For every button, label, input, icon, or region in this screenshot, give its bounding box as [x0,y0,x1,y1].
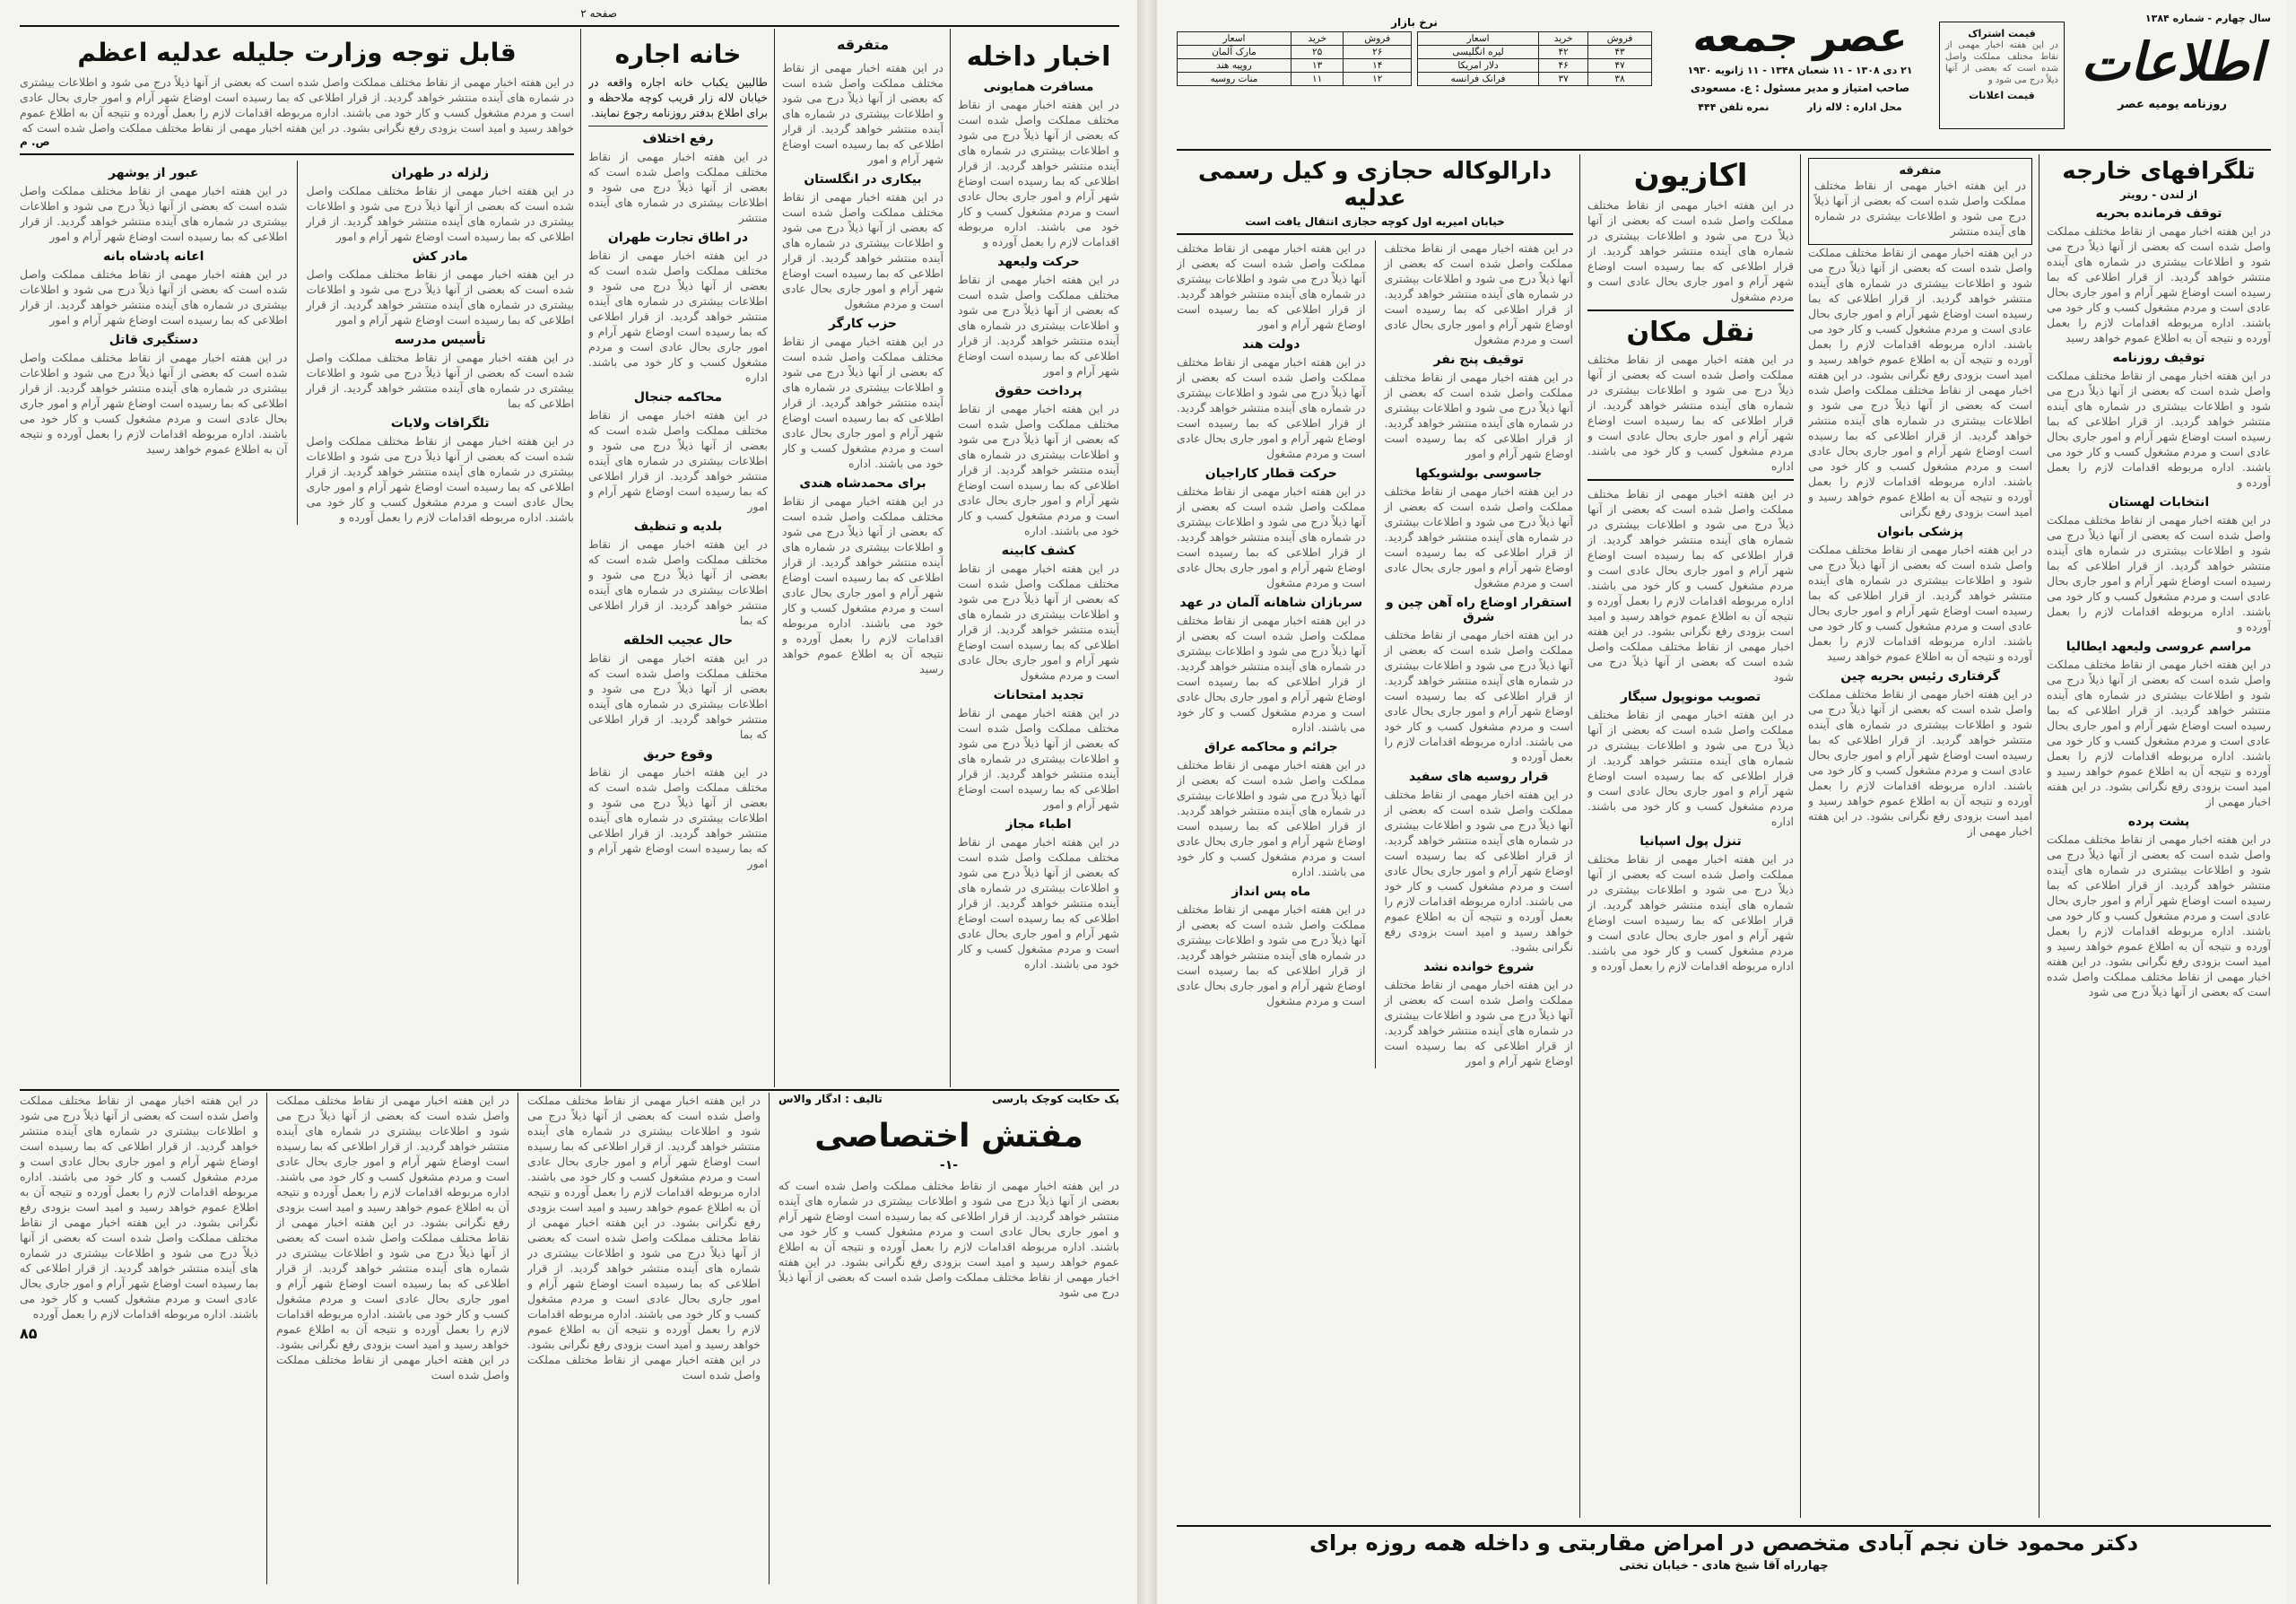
market-cell: ۱۲ [1344,73,1412,86]
market-col-header: اسعار [1418,32,1539,46]
sub-heading: جرائم و محاکمه عراق [1204,740,1338,754]
article-text: در این هفته اخبار مهمی از نقاط مختلف مملکت واصل شده است که بعضی از آنها ذیلاً درج می شود و اطلاعات بیشتری در شماره های آینده منتشر خواهد گردید. از قرار اطلاعی که بما رسیده است اوضاع شهر آرام و امور جاری بحال عادی است و مردم مشغول کسب و کار خود می باشند. اداره [958,835,1119,971]
sub-heading: قرار روسیه های سفید [1408,770,1549,784]
sub-heading: بیکاری در انگلستان [804,172,922,187]
article-text: در این هفته اخبار مهمی از نقاط مختلف مملکت واصل شده است که بعضی از آنها ذیلاً درج می شود و اطلاعات بیشتری در شماره های آینده منتشر خواهد گردید. از قرار اطلاعی که بما رسیده است اوضاع شهر آرام و امور جاری بحال عادی است و مردم مشغول کسب و کار خود می باشند. اداره مربوطه اقدامات لازم را بعمل آورده و نتیجه آن به اطلاع عموم خواهد رسید و امید است بزودی رفع نگرانی بشود. در این هفته اخبار مهمی از نقاط مختلف مملکت واصل شده است که بعضی از آنها ذیلاً درج می شود [2047,833,2271,998]
sub-heading: سربازان شاهانه آلمان در عهد [1179,596,1363,610]
market-cell: ۲۶ [1344,46,1412,59]
city-news-columns [20,161,574,525]
sub-heading: محاکمه جنجال [633,390,723,405]
article-text: در این هفته اخبار مهمی از نقاط مختلف مملکت واصل شده است که بعضی از آنها ذیلاً درج می شود و اطلاعات بیشتری در شماره های آینده منتشر خواهد گردید. از قرار اطلاعی که بما رسیده است اوضاع شهر آرام و امور [20,267,288,327]
city-news-col-b [20,161,288,525]
market-cell: ۱۴ [1344,59,1412,73]
article-text: در این هفته اخبار مهمی از نقاط مختلف مملکت واصل شده است که بعضی از آنها ذیلاً درج می شود و اطلاعات بیشتری در شماره های آینده منتشر خواهد گردید. از قرار اطلاعی که بما رسیده است اوضاع شهر آرام و امور جاری بحال عادی است و مردم مشغول کسب و کار خود می باشند. اداره مربوطه اقدامات لازم را بعمل آورده و نتیجه آن به اطلاع عموم خواهد رسید [20,351,288,456]
sub-heading: ماه پس انداز [1231,885,1311,899]
sub-heading: توقیف پنج نفر [1433,353,1524,367]
article-text: در این هفته اخبار مهمی از نقاط مختلف مملکت واصل شده است که بعضی از آنها ذیلاً درج می شود و اطلاعات بیشتری در شماره های آینده منتشر خواهد گردید. از قرار اطلاعی که بما رسیده است اوضاع شهر آرام و امور جاری بحال عادی است و مردم مشغول [1587,198,1794,303]
market-cell: ۴۲ [1539,46,1588,59]
article-text: در این هفته اخبار مهمی از نقاط مختلف مملکت واصل شده است که بعضی از آنها ذیلاً درج می شود و اطلاعات بیشتری در شماره های آینده منتشر خواهد گردید. از قرار اطلاعی که بما رسیده است اوضاع شهر آرام و امور جاری بحال عادی است و مردم مشغول [1384,484,1573,589]
article-text: در این هفته اخبار مهمی از نقاط مختلف مملکت واصل شده است که بعضی از آنها ذیلاً درج می شود و اطلاعات بیشتری در شماره های آینده منتشر خواهد گردید. از قرار اطلاعی که بما رسیده است اوضاع شهر آرام و امور جاری بحال عادی است و مردم مشغول [1384,241,1573,346]
sub-heading: حال عجیب الخلقه [623,633,733,648]
article-text: در این هفته اخبار مهمی از نقاط مختلف مملکت واصل شده است که بعضی از آنها ذیلاً درج می شود و اطلاعات بیشتری در شماره های آینده منتشر خواهد گردید. از قرار اطلاعی که بما رسیده است اوضاع شهر آرام و امور جاری بحال عادی است و مردم مشغول کسب و کار خود می باشند. اداره [1177,614,1366,734]
market-cell: ۴۶ [1539,59,1588,73]
sub-heading: توقیف روزنامه [2112,351,2205,365]
sub-heading: حرکت قطار کاراجیان [1205,466,1337,481]
serial-col-2 [527,1093,761,1584]
article-text: در این هفته اخبار مهمی از نقاط مختلف مملکت واصل شده است که بعضی از آنها ذیلاً درج می شود و اطلاعات بیشتری در شماره های آینده منتشر خواهد گردید. از قرار اطلاعی که بما [306,351,574,410]
column-misc-right [1808,154,2032,1518]
foreign-title: تلگرافهای خارجه [2062,158,2256,185]
market-row [1418,73,1652,86]
article-text: در این هفته اخبار مهمی از نقاط مختلف مملکت واصل شده است که بعضی از آنها ذیلاً درج می شود و اطلاعات بیشتری در شماره های آینده منتشر خواهد گردید. از قرار اطلاعی که بما رسیده است اوضاع شهر آرام و امور جاری بحال عادی است و مردم مشغول کسب و کار خود می باشند. اداره مربوطه اقدامات لازم را بعمل آورده و نتیجه آن به اطلاع عموم خواهد رسید [1808,543,2032,663]
article-text: در این هفته اخبار مهمی از نقاط مختلف مملکت واصل شده است که بعضی از آنها ذیلاً درج می شود و اطلاعات بیشتری در شماره های آینده منتشر خواهد گردید. از قرار اطلاعی که بما رسیده است اوضاع شهر آرام و امور [1177,241,1366,331]
right-body [1177,154,2271,1518]
article-text: در این هفته اخبار مهمی از نقاط مختلف مملکت واصل شده است که بعضی از آنها ذیلاً درج می شود و اطلاعات بیشتری در شماره های آینده منتشر خواهد گردید. از قرار اطلاعی که بما رسیده است اوضاع شهر آرام و امور جاری بحال عادی است و مردم مشغول کسب و کار خود می باشند. اداره [958,402,1119,537]
column-misc [782,29,944,1087]
left-top-area [20,29,1119,1087]
market-cell: ۴۷ [1588,59,1652,73]
serial-col-3 [276,1093,509,1584]
market-col-header: فروش [1588,32,1652,46]
bottom-banner [1177,1530,2271,1584]
serial-section [20,1093,1119,1584]
market-cell: ۳۷ [1539,73,1588,86]
market-col-header: اسعار [1178,32,1292,46]
article-text: در این هفته اخبار مهمی از نقاط مختلف مملکت واصل شده است که بعضی از آنها ذیلاً درج می شود و اطلاعات بیشتری در شماره های آینده منتشر خواهد گردید. از قرار اطلاعی که بما رسیده است اوضاع شهر آرام و امور جاری بحال عادی است و مردم مشغول [1177,902,1366,1007]
serial-text: در این هفته اخبار مهمی از نقاط مختلف مملکت واصل شده است که بعضی از آنها ذیلاً درج می شود و اطلاعات بیشتری در شماره های آینده منتشر خواهد گردید. از قرار اطلاعی که بما رسیده است اوضاع شهر آرام و امور جاری بحال عادی است و مردم مشغول کسب و کار خود می باشند. اداره مربوطه اقدامات لازم را بعمل آورده و نتیجه آن به اطلاع عموم خواهد رسید و امید است بزودی رفع نگرانی بشود. در این هفته اخبار مهمی از نقاط مختلف مملکت واصل شده است که بعضی از آنها ذیلاً درج می شود و اطلاعات بیشتری در شماره های آینده منتشر خواهد گردید. از قرار اطلاعی که بما رسیده است اوضاع شهر آرام و امور جاری بحال عادی است و مردم مشغول کسب و کار خود می باشند. اداره مربوطه اقدامات لازم را بعمل آورده و نتیجه آن به اطلاع عموم خواهد رسید و امید است بزودی رفع نگرانی بشود. در این هفته اخبار مهمی از نقاط مختلف مملکت واصل شده است [527,1094,761,1382]
article-text: در این هفته اخبار مهمی از نقاط مختلف مملکت واصل شده است که بعضی از آنها ذیلاً درج می شود و اطلاعات بیشتری در شماره های آینده منتشر خواهد گردید. از قرار اطلاعی که بما رسیده است اوضاع شهر آرام و امور [306,184,574,243]
sub-heading: رفع اختلاف [642,132,714,146]
article-text: در این هفته اخبار مهمی از نقاط مختلف مملکت واصل شده است که بعضی از آنها ذیلاً درج می شود و اطلاعات بیشتری در شماره های آینده منتشر خواهد گردید. از قرار اطلاعی که بما [588,537,768,627]
column-lawyer [1177,154,1573,1518]
lawyer-sub: خیابان امیریه اول کوچه حجازی انتقال یافت است [1245,215,1505,228]
mast-contact-row [1679,101,1921,113]
market-cell: دلار امریکا [1418,59,1539,73]
misc-box-title: متفرقه [1899,164,1942,178]
sub-heading: مراسم عروسی ولیعهد ایطالیا [2066,640,2252,654]
article-text: در این هفته اخبار مهمی از نقاط مختلف مملکت واصل شده است که بعضی از آنها ذیلاً درج می شود و اطلاعات بیشتری در شماره های آینده منتشر خواهد گردید. از قرار اطلاعی که بما رسیده است اوضاع شهر آرام و امور جاری بحال عادی است و مردم مشغول کسب و کار خود می باشند. اداره مربوطه اقدامات لازم را بعمل آورده و نتیجه آن به اطلاع عموم خواهد رسید [2047,224,2271,344]
column-judiciary [20,29,574,1087]
serial-text: در این هفته اخبار مهمی از نقاط مختلف مملکت واصل شده است که بعضی از آنها ذیلاً درج می شود و اطلاعات بیشتری در شماره های آینده منتشر خواهد گردید. از قرار اطلاعی که بما رسیده است اوضاع شهر آرام و امور جاری بحال عادی است و مردم مشغول کسب و کار خود می باشند. اداره مربوطه اقدامات لازم را بعمل آورده و نتیجه آن به اطلاع عموم خواهد رسید و امید است بزودی رفع نگرانی بشود. در این هفته اخبار مهمی از نقاط مختلف مملکت واصل شده است که بعضی از آنها ذیلاً درج می شود و اطلاعات بیشتری در شماره های آینده منتشر خواهد گردید. از قرار اطلاعی که بما رسیده است اوضاع شهر آرام و امور جاری بحال عادی است و مردم مشغول کسب و کار خود می باشند. اداره مربوطه اقدامات لازم را بعمل آورده [20,1094,258,1321]
foreign-source: از لندن - رویتر [2119,188,2198,201]
market-col-header: خرید [1291,32,1344,46]
market-row [1178,73,1412,86]
lawyer-banner: دارالوکاله حجازی و کیل رسمی عدلیه [1197,158,1552,212]
sub-heading: کشف کابینه [1001,544,1076,558]
market-cell: لیره انگلیسی [1418,46,1539,59]
article-text: در این هفته اخبار مهمی از نقاط مختلف مملکت واصل شده است که بعضی از آنها ذیلاً درج می شود و اطلاعات بیشتری در شماره های آینده منتشر [1814,179,2026,238]
market-cell: ۴۳ [1588,46,1652,59]
left-page-header [20,7,1119,23]
serial-title-column [778,1093,1119,1584]
market-cell: روپیه هند [1178,59,1292,73]
left-page [0,0,1137,1604]
article-text: در این هفته اخبار مهمی از نقاط مختلف مملکت واصل شده است که بعضی از آنها ذیلاً درج می شود و اطلاعات بیشتری در شماره های آینده منتشر خواهد گردید. از قرار اطلاعی که بما [588,651,768,741]
article-text: در این هفته اخبار مهمی از نقاط مختلف مملکت واصل شده است که بعضی از آنها ذیلاً درج می شود و اطلاعات بیشتری در شماره های آینده منتشر خواهد گردید. از قرار اطلاعی که بما رسیده است اوضاع شهر آرام و امور جاری بحال عادی است و مردم مشغول کسب و کار خود می باشند. اداره مربوطه اقدامات لازم را بعمل آورده و [306,434,574,524]
sub-heading: مسافرت همایونی [983,80,1094,94]
sub-heading: برای محمدشاه هندی [799,476,926,491]
market-cell: ۱۱ [1291,73,1344,86]
article-text: در این هفته اخبار مهمی از نقاط مختلف مملکت واصل شده است که بعضی از آنها ذیلاً درج می شود و اطلاعات بیشتری در شماره های آینده منتشر خواهد گردید. از قرار اطلاعی که بما رسیده است اوضاع شهر آرام و امور جاری بحال عادی است و مردم مشغول کسب و کار خود می باشند. اداره مربوطه اقدامات لازم را بعمل آورده و نتیجه آن به اطلاع عموم خواهد رسید و امید است بزودی رفع نگرانی بشود. در این هفته اخبار مهمی از نقاط مختلف مملکت واصل شده است که بعضی از آنها ذیلاً درج می شود و اطلاعات بیشتری در شماره های آینده منتشر خواهد گردید. از قرار اطلاعی که بما رسیده است اوضاع شهر آرام و امور جاری بحال عادی است و مردم مشغول کسب و کار خود می باشند. اداره مربوطه اقدامات لازم را بعمل آورده و نتیجه آن به اطلاع عموم خواهد رسید و امید است بزودی رفع نگرانی [1808,246,2032,519]
sub-heading: تأسیس مدرسه [394,333,486,347]
article-text: در این هفته اخبار مهمی از نقاط مختلف مملکت واصل شده است که بعضی از آنها ذیلاً درج می شود و اطلاعات بیشتری در شماره های آینده منتشر خواهد گردید. از قرار اطلاعی که بما رسیده است اوضاع شهر آرام و امور [306,267,574,327]
article-text: در این هفته اخبار مهمی از نقاط مختلف مملکت واصل شده است که بعضی از آنها ذیلاً درج می شود و اطلاعات بیشتری در شماره های آینده منتشر خواهد گردید. از قرار اطلاعی که بما رسیده است اوضاع شهر آرام و امور جاری بحال عادی است و مردم مشغول کسب و کار خود می باشند. اداره [782,335,944,470]
article-text: در این هفته اخبار مهمی از نقاط مختلف مملکت واصل شده است که بعضی از آنها ذیلاً درج می شود و اطلاعات بیشتری در شماره های آینده منتشر خواهد گردید. از قرار اطلاعی که بما رسیده است اوضاع شهر آرام و امور جاری بحال عادی است و مردم مشغول کسب و کار خود می باشند. اداره مربوطه اقدامات لازم را بعمل آورده و نتیجه آن به اطلاع عموم خواهد رسید و امید است بزودی رفع نگرانی بشود. [1384,788,1573,954]
internal-news-title: اخبار داخله [966,41,1111,73]
market-row [1418,59,1652,73]
lawyer-col-a [1385,240,1574,1068]
column-housing [588,29,768,1087]
sub-heading: اطباء مجاز [1005,817,1072,832]
housing-title: خانه اجاره [614,39,742,69]
market-table [1417,31,1652,86]
article-text: در این هفته اخبار مهمی از نقاط مختلف مملکت واصل شده است که بعضی از آنها ذیلاً درج می شود و اطلاعات بیشتری در شماره های آینده منتشر خواهد گردید. از قرار اطلاعی که بما رسیده است اوضاع شهر آرام و امور جاری بحال عادی است و مردم مشغول [958,562,1119,682]
market-row [1178,59,1412,73]
article-text: در این هفته اخبار مهمی از نقاط مختلف مملکت واصل شده است که بعضی از آنها ذیلاً درج می شود و اطلاعات بیشتری در شماره های آینده منتشر خواهد گردید. از قرار اطلاعی که بما رسیده است اوضاع شهر آرام و امور [782,61,944,166]
sub-heading: گرفتاری رئیس بحریه چین [1840,669,2000,684]
article-text: در این هفته اخبار مهمی از نقاط مختلف مملکت واصل شده است که بعضی از آنها ذیلاً درج می شود و اطلاعات بیشتری در شماره های آینده منتشر خواهد گردید. از قرار اطلاعی که بما رسیده است اوضاع شهر آرام و امور جاری بحال عادی است و مردم مشغول کسب و کار خود می باشند. اداره مربوطه اقدامات لازم را بعمل آورده و [1384,628,1573,763]
article-text: در این هفته اخبار مهمی از نقاط مختلف مملکت واصل شده است که بعضی از آنها ذیلاً درج می شود و اطلاعات بیشتری در شماره های آینده منتشر خواهد گردید. از قرار اطلاعی که بما رسیده است اوضاع شهر آرام و امور [1384,370,1573,460]
subscription-label: قیمت اشتراک [1968,28,2036,39]
article-text: در این هفته اخبار مهمی از نقاط مختلف مملکت واصل شده است که بعضی از آنها ذیلاً درج می شود و اطلاعات بیشتری در شماره های آینده منتشر خواهد گردید. از قرار اطلاعی که بما رسیده است اوضاع شهر آرام و امور [1384,978,1573,1068]
misc-title: متفرقه [836,36,890,53]
article-text: در این هفته اخبار مهمی از نقاط مختلف مملکت واصل شده است که بعضی از آنها ذیلاً درج می شود و اطلاعات بیشتری در شماره های آینده منتشر خواهد گردید. از قرار اطلاعی که بما رسیده است اوضاع شهر آرام و امور جاری بحال عادی است و مردم مشغول کسب و کار خود می باشند. اداره مربوطه اقدامات لازم را بعمل آورده و [2047,369,2271,489]
page-number: ۸۵ [20,1325,38,1342]
article-text: در این هفته اخبار مهمی از نقاط مختلف مملکت واصل شده است که بعضی از آنها ذیلاً درج می شود و اطلاعات بیشتری در شماره های آینده منتشر خواهد گردید. از قرار اطلاعی که بما رسیده است اوضاع شهر آرام و امور جاری بحال عادی است و مردم مشغول کسب و کار خود می باشند. اداره مربوطه اقدامات لازم را بعمل آورده و نتیجه آن به اطلاع عموم خواهد رسید و امید است بزودی رفع نگرانی بشود. در این هفته اخبار مهمی از [2047,658,2271,808]
sub-heading: جاسوسی بولشویکها [1415,466,1543,481]
moving-title: نقل مکان [1626,317,1755,348]
market-cell: فرانک فرانسه [1418,73,1539,86]
market-cell: ۲۵ [1291,46,1344,59]
price-label: قیمت اعلانات [1969,90,2035,101]
serial-text: در این هفته اخبار مهمی از نقاط مختلف مملکت واصل شده است که بعضی از آنها ذیلاً درج می شود و اطلاعات بیشتری در شماره های آینده منتشر خواهد گردید. از قرار اطلاعی که بما رسیده است اوضاع شهر آرام و امور جاری بحال عادی است و مردم مشغول کسب و کار خود می باشند. اداره مربوطه اقدامات لازم را بعمل آورده و نتیجه آن به اطلاع عموم خواهد رسید و امید است بزودی رفع نگرانی بشود. در این هفته اخبار مهمی از نقاط مختلف مملکت واصل شده است که بعضی از آنها ذیلاً درج می شود [778,1179,1119,1299]
subscription-text: در این هفته اخبار مهمی از نقاط مختلف مملکت واصل شده است که بعضی از آنها ذیلاً درج می شود و [1945,40,2058,85]
market-box [1177,16,1652,86]
article-text: در این هفته اخبار مهمی از نقاط مختلف مملکت واصل شده است که بعضی از آنها ذیلاً درج می شود و اطلاعات بیشتری در شماره های آینده منتشر خواهد گردید. از قرار اطلاعی که بما رسیده است اوضاع شهر آرام و امور [20,184,288,243]
mast-logo-block [2074,13,2271,138]
serial-title: مفتش اختصاصی [814,1118,1083,1155]
market-cell: مارک آلمان [1178,46,1292,59]
article-text: در این هفته اخبار مهمی از نقاط مختلف مملکت واصل شده است که بعضی از آنها ذیلاً درج می شود و اطلاعات بیشتری در شماره های آینده منتشر خواهد گردید. از قرار اطلاعی که بما رسیده است اوضاع شهر آرام و امور [958,273,1119,378]
mast-logo: اطلاعات [2081,31,2264,92]
mast-year: سال چهارم - شماره ۱۳۸۴ [2144,13,2271,24]
market-tables [1177,31,1652,86]
sub-heading: شروع خوانده نشد [1423,960,1535,974]
market-cell: ۳۸ [1588,73,1652,86]
article-text: در این هفته اخبار مهمی از نقاط مختلف مملکت واصل شده است که بعضی از آنها ذیلاً درج می شود و اطلاعات بیشتری در شماره های آینده منتشر خواهد گردید. از قرار اطلاعی که بما رسیده است اوضاع شهر آرام و امور جاری بحال عادی است و مردم مشغول کسب و کار خود می باشند. اداره [1587,353,1794,473]
sub-heading: حزب کارگر [828,317,898,331]
article-text: در این هفته اخبار مهمی از نقاط مختلف مملکت واصل شده است که بعضی از آنها ذیلاً درج می شود و اطلاعات بیشتری در شماره های آینده منتشر خواهد گردید. از قرار اطلاعی که بما رسیده است اوضاع شهر آرام و امور جاری بحال عادی است و مردم مشغول کسب و کار خود می باشند. اداره مربوطه اقدامات لازم را بعمل آورده و نتیجه آن به اطلاع عموم خواهد رسید و امید است بزودی رفع نگرانی بشود. در این هفته اخبار مهمی از نقاط مختلف مملکت واصل شده است که بعضی از آنها ذیلاً درج می شود [1587,487,1794,684]
column-ads [1587,154,1794,1518]
market-cell: منات روسیه [1178,73,1292,86]
article-text: در این هفته اخبار مهمی از نقاط مختلف مملکت واصل شده است که بعضی از آنها ذیلاً درج می شود و اطلاعات بیشتری در شماره های آینده منتشر خواهد گردید. از قرار اطلاعی که بما رسیده است اوضاع شهر آرام و امور جاری بحال عادی است و مردم مشغول کسب و کار خود می باشند. اداره مربوطه اقدامات لازم را بعمل آورده و [2047,513,2271,633]
sub-heading: اعانه پادشاه بانه [103,249,204,264]
sub-heading: توقف فرمانده بحریه [2095,206,2222,221]
right-page [1157,0,2287,1604]
article-text: در این هفته اخبار مهمی از نقاط مختلف مملکت واصل شده است که بعضی از آنها ذیلاً درج می شود و اطلاعات بیشتری در شماره های آینده منتشر خواهد گردید. از قرار اطلاعی که بما رسیده است اوضاع شهر آرام و امور جاری بحال عادی است و مردم مشغول [782,190,944,310]
sub-heading: تنزل پول اسپانیا [1639,834,1742,849]
sub-heading: مادر کش [412,249,468,264]
occasion-title: اکازیون [1633,158,1748,194]
serial-header: یک حکایت کوچک پارسی [992,1093,1119,1105]
sub-heading: زلزله در طهران [391,166,490,180]
article-text: در این هفته اخبار مهمی از نقاط مختلف مملکت واصل شده است که بعضی از آنها ذیلاً درج می شود و اطلاعات بیشتری در شماره های آینده منتشر خواهد گردید. از قرار اطلاعی که بما رسیده است اوضاع شهر آرام و امور جاری بحال عادی است و مردم مشغول کسب و کار خود می باشند. اداره مربوطه اقدامات لازم را بعمل آورده و [958,98,1119,248]
market-title: نرخ بازار [1391,16,1438,29]
article-text: در این هفته اخبار مهمی از نقاط مختلف مملکت واصل شده است که بعضی از آنها ذیلاً درج می شود و اطلاعات بیشتری در شماره های آینده منتشر خواهد گردید. از قرار اطلاعی که بما رسیده است اوضاع شهر آرام و امور جاری بحال عادی است و مردم مشغول کسب و کار خود می باشند. اداره [588,248,768,384]
mast-phone: نمره تلفن ۴۴۴ [1698,101,1770,113]
article-text: در این هفته اخبار مهمی از نقاط مختلف مملکت واصل شده است که بعضی از آنها ذیلاً درج می شود و اطلاعات بیشتری در شماره های آینده منتشر خواهد گردید. از قرار اطلاعی که بما رسیده است اوضاع شهر آرام و امور [958,706,1119,811]
article-text: در این هفته اخبار مهمی از نقاط مختلف مملکت واصل شده است که بعضی از آنها ذیلاً درج می شود و اطلاعات بیشتری در شماره های آینده منتشر خواهد گردید. از قرار اطلاعی که بما رسیده است اوضاع شهر آرام و امور [588,408,768,513]
mast-date: ۲۱ دی ۱۳۰۸ - ۱۱ شعبان ۱۳۴۸ - ۱۱ ژانویه ۱۹۳۰ [1687,65,1913,76]
subscription-box [1939,22,2065,129]
sub-heading: تصویب مونوپول سیگار [1620,690,1761,704]
market-row [1178,46,1412,59]
market-col-header: فروش [1344,32,1412,46]
lawyer-col-b [1177,240,1366,1068]
sub-heading: استقرار اوضاع راه آهن چین و شرق [1386,596,1572,624]
sub-heading: پزشکی بانوان [1876,525,1964,539]
mast-owner: صاحب امتیاز و مدیر مسئول : ع. مسعودی [1690,82,1910,94]
mast-center-title: عصر جمعه [1692,13,1908,61]
market-cell: ۱۳ [1291,59,1344,73]
article-text: در این هفته اخبار مهمی از نقاط مختلف مملکت واصل شده است که بعضی از آنها ذیلاً درج می شود و اطلاعات بیشتری در شماره های آینده منتشر خواهد گردید. از قرار اطلاعی که بما رسیده است اوضاع شهر آرام و امور جاری بحال عادی است و مردم مشغول کسب و کار خود می باشند. اداره مربوطه اقدامات لازم را بعمل آورده و نتیجه آن به اطلاع عموم خواهد رسید و امید است بزودی رفع نگرانی بشود. در این هفته اخبار مهمی از [1808,687,2032,838]
sub-heading: حرکت ولیعهد [997,255,1080,269]
sub-heading: بلدیه و تنظیف [633,519,723,534]
column-foreign [2047,154,2271,1518]
serial-text: در این هفته اخبار مهمی از نقاط مختلف مملکت واصل شده است که بعضی از آنها ذیلاً درج می شود و اطلاعات بیشتری در شماره های آینده منتشر خواهد گردید. از قرار اطلاعی که بما رسیده است اوضاع شهر آرام و امور جاری بحال عادی است و مردم مشغول کسب و کار خود می باشند. اداره مربوطه اقدامات لازم را بعمل آورده و نتیجه آن به اطلاع عموم خواهد رسید و امید است بزودی رفع نگرانی بشود. در این هفته اخبار مهمی از نقاط مختلف مملکت واصل شده است که بعضی از آنها ذیلاً درج می شود و اطلاعات بیشتری در شماره های آینده منتشر خواهد گردید. از قرار اطلاعی که بما رسیده است اوضاع شهر آرام و امور جاری بحال عادی است و مردم مشغول کسب و کار خود می باشند. اداره مربوطه اقدامات لازم را بعمل آورده و نتیجه آن به اطلاع عموم خواهد رسید و امید است بزودی رفع نگرانی بشود. در این هفته اخبار مهمی از نقاط مختلف مملکت واصل شده است [276,1094,509,1382]
article-text: در این هفته اخبار مهمی از نقاط مختلف مملکت واصل شده است که بعضی از آنها ذیلاً درج می شود و اطلاعات بیشتری در شماره های آینده منتشر خواهد گردید. از قرار اطلاعی که بما رسیده است اوضاع شهر آرام و امور [588,765,768,870]
article-text: در این هفته اخبار مهمی از نقاط مختلف مملکت واصل شده است که بعضی از آنها ذیلاً درج می شود و اطلاعات بیشتری در شماره های آینده منتشر خواهد گردید. از قرار اطلاعی که بما رسیده است اوضاع شهر آرام و امور جاری بحال عادی است و مردم مشغول کسب و کار خود می باشند. اداره [1177,758,1366,878]
mast-tagline: روزنامه یومیه عصر [2118,98,2227,111]
article-text: در این هفته اخبار مهمی از نقاط مختلف مملکت واصل شده است که بعضی از آنها ذیلاً درج می شود و اطلاعات بیشتری در شماره های آینده منتشر خواهد گردید. از قرار اطلاعی که بما رسیده است اوضاع شهر آرام و امور جاری بحال عادی است و مردم مشغول کسب و کار خود می باشند. اداره مربوطه اقدامات لازم را بعمل آورده و نتیجه آن به اطلاع عموم خواهد رسید و امید است بزودی رفع نگرانی بشود. در این هفته اخبار مهمی از نقاط مختلف مملکت واصل شده است که [20,75,574,135]
mast-office: محل اداره : لاله زار [1806,101,1902,113]
sub-heading: پرداخت حقوق [995,384,1083,398]
serial-number: -۱- [939,1158,959,1172]
doctor-ad: دکتر محمود خان نجم آبادی متخصص در امراض مقاربتی و داخله همه روزه برای [1309,1530,2139,1556]
article-text: در این هفته اخبار مهمی از نقاط مختلف مملکت واصل شده است که بعضی از آنها ذیلاً درج می شود و اطلاعات بیشتری در شماره های آینده منتشر [588,150,768,224]
market-col-header: خرید [1539,32,1588,46]
article-text: در این هفته اخبار مهمی از نقاط مختلف مملکت واصل شده است که بعضی از آنها ذیلاً درج می شود و اطلاعات بیشتری در شماره های آینده منتشر خواهد گردید. از قرار اطلاعی که بما رسیده است اوضاع شهر آرام و امور جاری بحال عادی است و مردم مشغول [1177,484,1366,589]
serial-header-row [778,1093,1119,1105]
sub-heading: عبور از یوشهر [109,166,199,180]
article-text: در این هفته اخبار مهمی از نقاط مختلف مملکت واصل شده است که بعضی از آنها ذیلاً درج می شود و اطلاعات بیشتری در شماره های آینده منتشر خواهد گردید. از قرار اطلاعی که بما رسیده است اوضاع شهر آرام و امور جاری بحال عادی است و مردم مشغول کسب و کار خود می باشند. اداره [1587,708,1794,828]
article-text: در این هفته اخبار مهمی از نقاط مختلف مملکت واصل شده است که بعضی از آنها ذیلاً درج می شود و اطلاعات بیشتری در شماره های آینده منتشر خواهد گردید. از قرار اطلاعی که بما رسیده است اوضاع شهر آرام و امور جاری بحال عادی است و مردم مشغول کسب و کار خود می باشند. اداره مربوطه اقدامات لازم را بعمل آورده و نتیجه آن به اطلاع عموم خواهد رسید [782,494,944,676]
housing-text: طالبین یکباب خانه اجاره واقعه در خیابان لاله زار قریب کوچه ملاحظه و برای اطلاع بدفتر روزنامه رجوع نمایند. [588,75,768,119]
column-internal-news [958,29,1119,1087]
page-label: صفحه ۲ [580,7,617,20]
serial-col-4 [20,1093,258,1584]
market-table [1177,31,1412,86]
market-row [1418,46,1652,59]
judiciary-banner: قابل توجه وزارت جلیله عدلیه اعظم [77,38,517,67]
sub-heading: دولت هند [1242,337,1300,352]
serial-author: تالیف : ادگار والاس [778,1093,883,1105]
sub-heading: تلگرافات ولایات [390,416,490,431]
signature: ص. م [20,135,50,148]
city-news-col-a [307,161,575,525]
sub-heading: پشت پرده [2127,815,2190,829]
article-text: در این هفته اخبار مهمی از نقاط مختلف مملکت واصل شده است که بعضی از آنها ذیلاً درج می شود و اطلاعات بیشتری در شماره های آینده منتشر خواهد گردید. از قرار اطلاعی که بما رسیده است اوضاع شهر آرام و امور جاری بحال عادی است و مردم مشغول کسب و کار خود می باشند. اداره مربوطه اقدامات لازم را بعمل آورده و [1587,852,1794,972]
doctor-ad-address: چهارراه آقا شیخ هادی - خیابان تختی [1619,1559,1829,1573]
sub-heading: دستگیری قاتل [109,333,198,347]
masthead [1177,13,2271,147]
misc-box [1808,158,2032,245]
article-text: در این هفته اخبار مهمی از نقاط مختلف مملکت واصل شده است که بعضی از آنها ذیلاً درج می شود و اطلاعات بیشتری در شماره های آینده منتشر خواهد گردید. از قرار اطلاعی که بما رسیده است اوضاع شهر آرام و امور جاری بحال عادی است و مردم مشغول [1177,355,1366,460]
lawyer-subcolumns [1177,240,1573,1068]
mast-center [1679,13,1921,138]
sub-heading: انتخابات لهستان [2108,495,2210,510]
sub-heading: تجدید امتحانات [993,688,1084,702]
sub-heading: در اطاق تجارت طهران [607,231,749,245]
page-gutter [1137,0,1157,1604]
sub-heading: وقوع حریق [643,747,713,762]
